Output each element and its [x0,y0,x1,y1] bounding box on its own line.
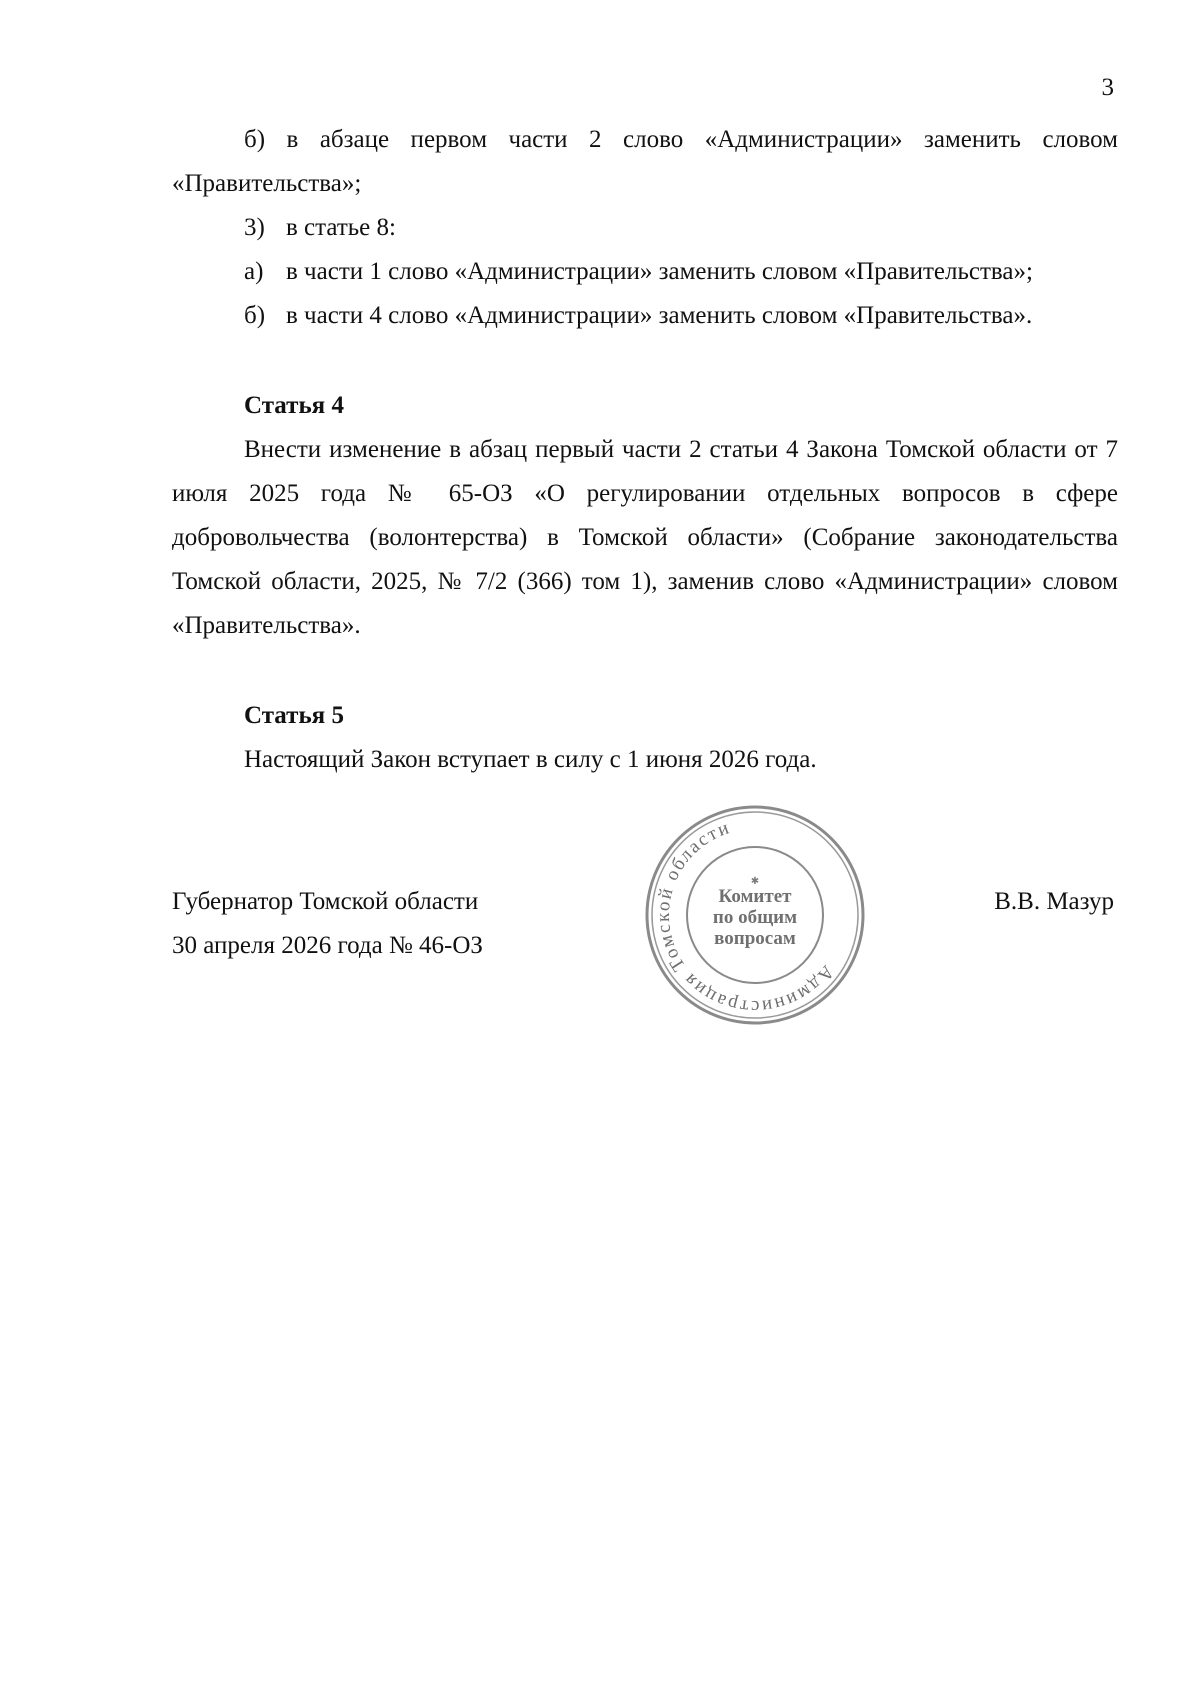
law-date-number: 30 апреля 2026 года № 46-ОЗ [172,932,483,959]
signature-block [172,880,483,968]
stamp-ring-text: Администрация Томской области [652,816,839,1018]
list-marker: б) [244,302,266,329]
list-marker: 3) [244,214,265,241]
page-number: 3 [1101,74,1114,101]
article-4-text: Внести изменение в абзац первый части 2 статьи 4 Закона Томской области от 7 июля 2025 года № 65-ОЗ «О регулировании отдельных вопросов в сфере добровольчества (волонтерства) в Томской области» (Собрание законодательства Томской области, 2025, № 7/2 (366) том 1), заменив слово «Администрации» словом «Правительства». [172,436,1118,639]
article-5-heading: Статья 5 [244,702,344,729]
stamp-center-line-1: Комитет [718,886,792,907]
list-item-b [172,294,1118,338]
official-stamp-icon [640,800,870,1030]
stamp-star-icon: ✱ [750,876,760,887]
list-marker: а) [244,258,264,285]
list-item-text: в статье 8: [286,214,396,241]
stamp-center-line-3: вопросам [714,928,796,949]
article-5-text: Настоящий Закон вступает в силу с 1 июня 2026 года. [244,746,817,773]
document-body [172,118,1118,782]
paragraph-amendment-b: б) в абзаце первом части 2 слово «Администрации» заменить словом «Правительства»; [172,126,1118,197]
signatory-name: В.В. Мазур [994,888,1114,915]
stamp-center-line-2: по общим [712,907,798,928]
list-item-3 [172,206,1118,250]
list-item-text: в части 1 слово «Администрации» заменить словом «Правительства»; [286,258,1033,285]
list-item-a [172,250,1118,294]
signatory-position: Губернатор Томской области [172,888,479,915]
list-item-text: в части 4 слово «Администрации» заменить словом «Правительства». [286,302,1033,329]
article-4-heading: Статья 4 [244,392,344,419]
